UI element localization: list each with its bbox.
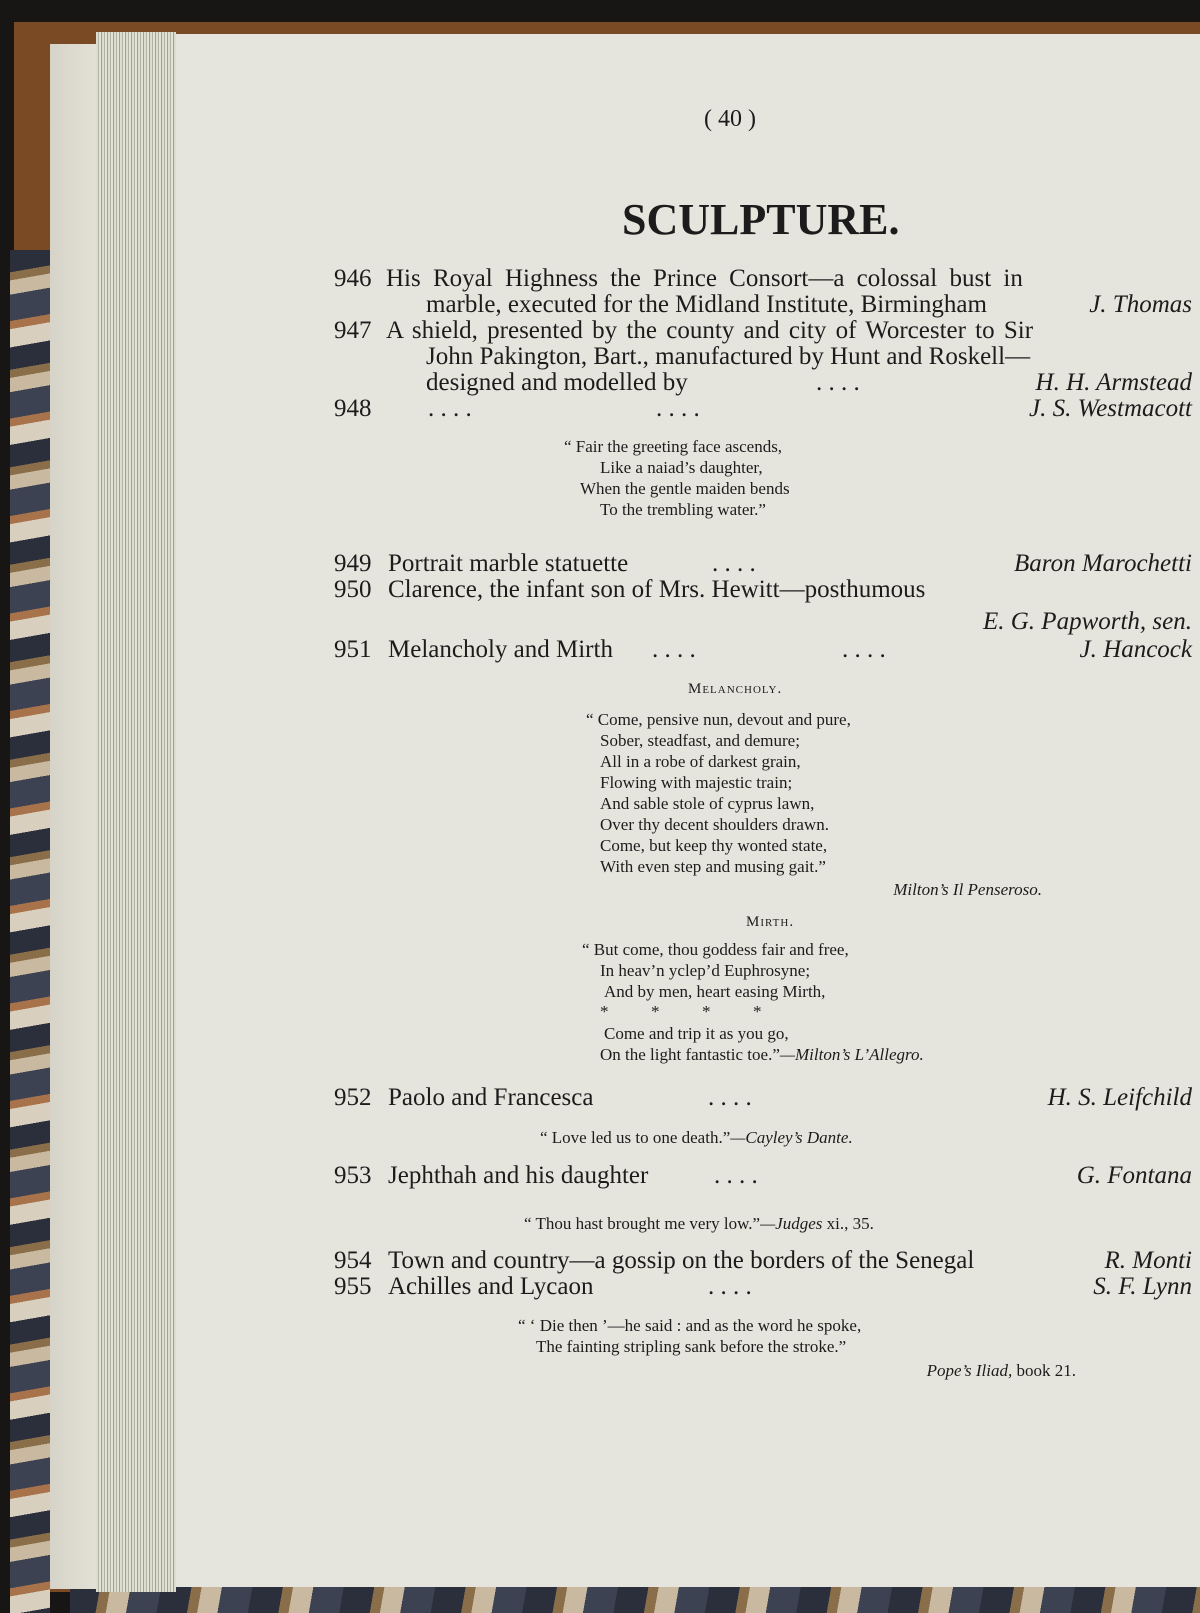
poem-source: Milton’s Il Penseroso. xyxy=(893,880,1042,899)
entry-title: Jephthah and his daughter xyxy=(388,1162,649,1189)
poem-line: Over thy decent shoulders drawn. xyxy=(600,815,829,834)
entry-artist: G. Fontana xyxy=(1076,1162,1192,1189)
entry-artist: H. H. Armstead xyxy=(1035,369,1192,396)
entry-number: 949 xyxy=(334,550,372,577)
entry-number: 946 xyxy=(334,265,372,292)
poem-line: * * * * xyxy=(600,1002,762,1021)
entry-number: 952 xyxy=(334,1084,372,1111)
quote-line: The fainting stripling sank before the stroke.” xyxy=(536,1337,847,1356)
entry-number: 955 xyxy=(334,1273,372,1300)
entry-title: Town and country—a gossip on the borders of the Senegal xyxy=(388,1247,975,1274)
entry-artist: S. F. Lynn xyxy=(1093,1273,1192,1300)
dot-leader: . . . . xyxy=(656,395,700,422)
poem-line: With even step and musing gait.” xyxy=(600,857,826,876)
quote-line: Like a naiad’s daughter, xyxy=(600,458,763,477)
page-edges xyxy=(96,32,176,1592)
page-title: SCULPTURE. xyxy=(622,195,900,244)
dot-leader: . . . . xyxy=(428,395,472,422)
entry-title: Clarence, the infant son of Mrs. Hewitt—posthumous xyxy=(388,576,926,603)
entry-number: 950 xyxy=(334,576,372,603)
entry-number: 953 xyxy=(334,1162,372,1189)
poem-line: Come, but keep thy wonted state, xyxy=(600,836,828,855)
quote-line: “ Love led us to one death.”—Cayley’s Dante. xyxy=(540,1128,853,1147)
entry-artist: J. S. Westmacott xyxy=(1029,395,1192,422)
entry-number: 954 xyxy=(334,1247,372,1274)
poem-line: In heav’n yclep’d Euphrosyne; xyxy=(600,961,811,980)
entry-title: His Royal Highness the Prince Consort—a colossal bust in xyxy=(386,265,1023,292)
entry-title: John Pakington, Bart., manufactured by Hunt and Roskell— xyxy=(426,343,1031,370)
quote-line: “ ‘ Die then ’—he said : and as the word he spoke, xyxy=(518,1316,862,1335)
page-number: ( 40 ) xyxy=(704,106,756,132)
poem-line: And sable stole of cyprus lawn, xyxy=(600,794,815,813)
dot-leader: . . . . xyxy=(842,636,886,663)
marbled-endpaper xyxy=(10,250,50,1613)
poem-line: Sober, steadfast, and demure; xyxy=(600,731,800,750)
entry-artist: H. S. Leifchild xyxy=(1047,1084,1192,1111)
document-page xyxy=(176,34,1200,1587)
entry-title: Portrait marble statuette xyxy=(388,550,629,577)
entry-title: Melancholy and Mirth xyxy=(388,636,613,663)
entry-title: Achilles and Lycaon xyxy=(388,1273,594,1300)
dot-leader: . . . . xyxy=(816,369,860,396)
quote-line: When the gentle maiden bends xyxy=(580,479,790,498)
entry-artist: R. Monti xyxy=(1104,1247,1192,1274)
entry-number: 951 xyxy=(334,636,372,663)
dot-leader: . . . . xyxy=(708,1084,752,1111)
dot-leader: . . . . xyxy=(712,550,756,577)
dot-leader: . . . . xyxy=(652,636,696,663)
quote-source: Pope’s Iliad, book 21. xyxy=(926,1361,1076,1380)
poem-line: Come and trip it as you go, xyxy=(604,1024,789,1043)
poem-line: “ But come, thou goddess fair and free, xyxy=(582,940,849,959)
poem-line: And by men, heart easing Mirth, xyxy=(604,982,826,1001)
entry-title: marble, executed for the Midland Institute, Birmingham xyxy=(426,291,987,318)
poem-line: On the light fantastic toe.”—Milton’s L’Allegro. xyxy=(600,1045,924,1064)
entry-number: 947 xyxy=(334,317,372,344)
entry-title: designed and modelled by xyxy=(426,369,688,396)
entry-title: A shield, presented by the county and city of Worcester to Sir xyxy=(386,317,1034,344)
dot-leader: . . . . xyxy=(708,1273,752,1300)
poem-line: All in a robe of darkest grain, xyxy=(600,752,801,771)
entry-artist: J. Hancock xyxy=(1079,636,1192,663)
entry-number: 948 xyxy=(334,395,372,422)
poem-heading: Mirth. xyxy=(746,914,795,930)
entry-artist: E. G. Papworth, sen. xyxy=(982,608,1192,635)
entry-artist: Baron Marochetti xyxy=(1014,550,1192,577)
quote-line: “ Fair the greeting face ascends, xyxy=(564,437,783,456)
quote-line: “ Thou hast brought me very low.”—Judges xi., 35. xyxy=(524,1214,874,1233)
entry-artist: J. Thomas xyxy=(1089,291,1192,318)
poem-line: Flowing with majestic train; xyxy=(600,773,793,792)
quote-line: To the trembling water.” xyxy=(600,500,766,519)
entry-title: Paolo and Francesca xyxy=(388,1084,594,1111)
poem-heading: Melancholy. xyxy=(688,681,783,697)
poem-line: “ Come, pensive nun, devout and pure, xyxy=(586,710,851,729)
dot-leader: . . . . xyxy=(714,1162,758,1189)
marbled-edge xyxy=(70,1585,1200,1613)
